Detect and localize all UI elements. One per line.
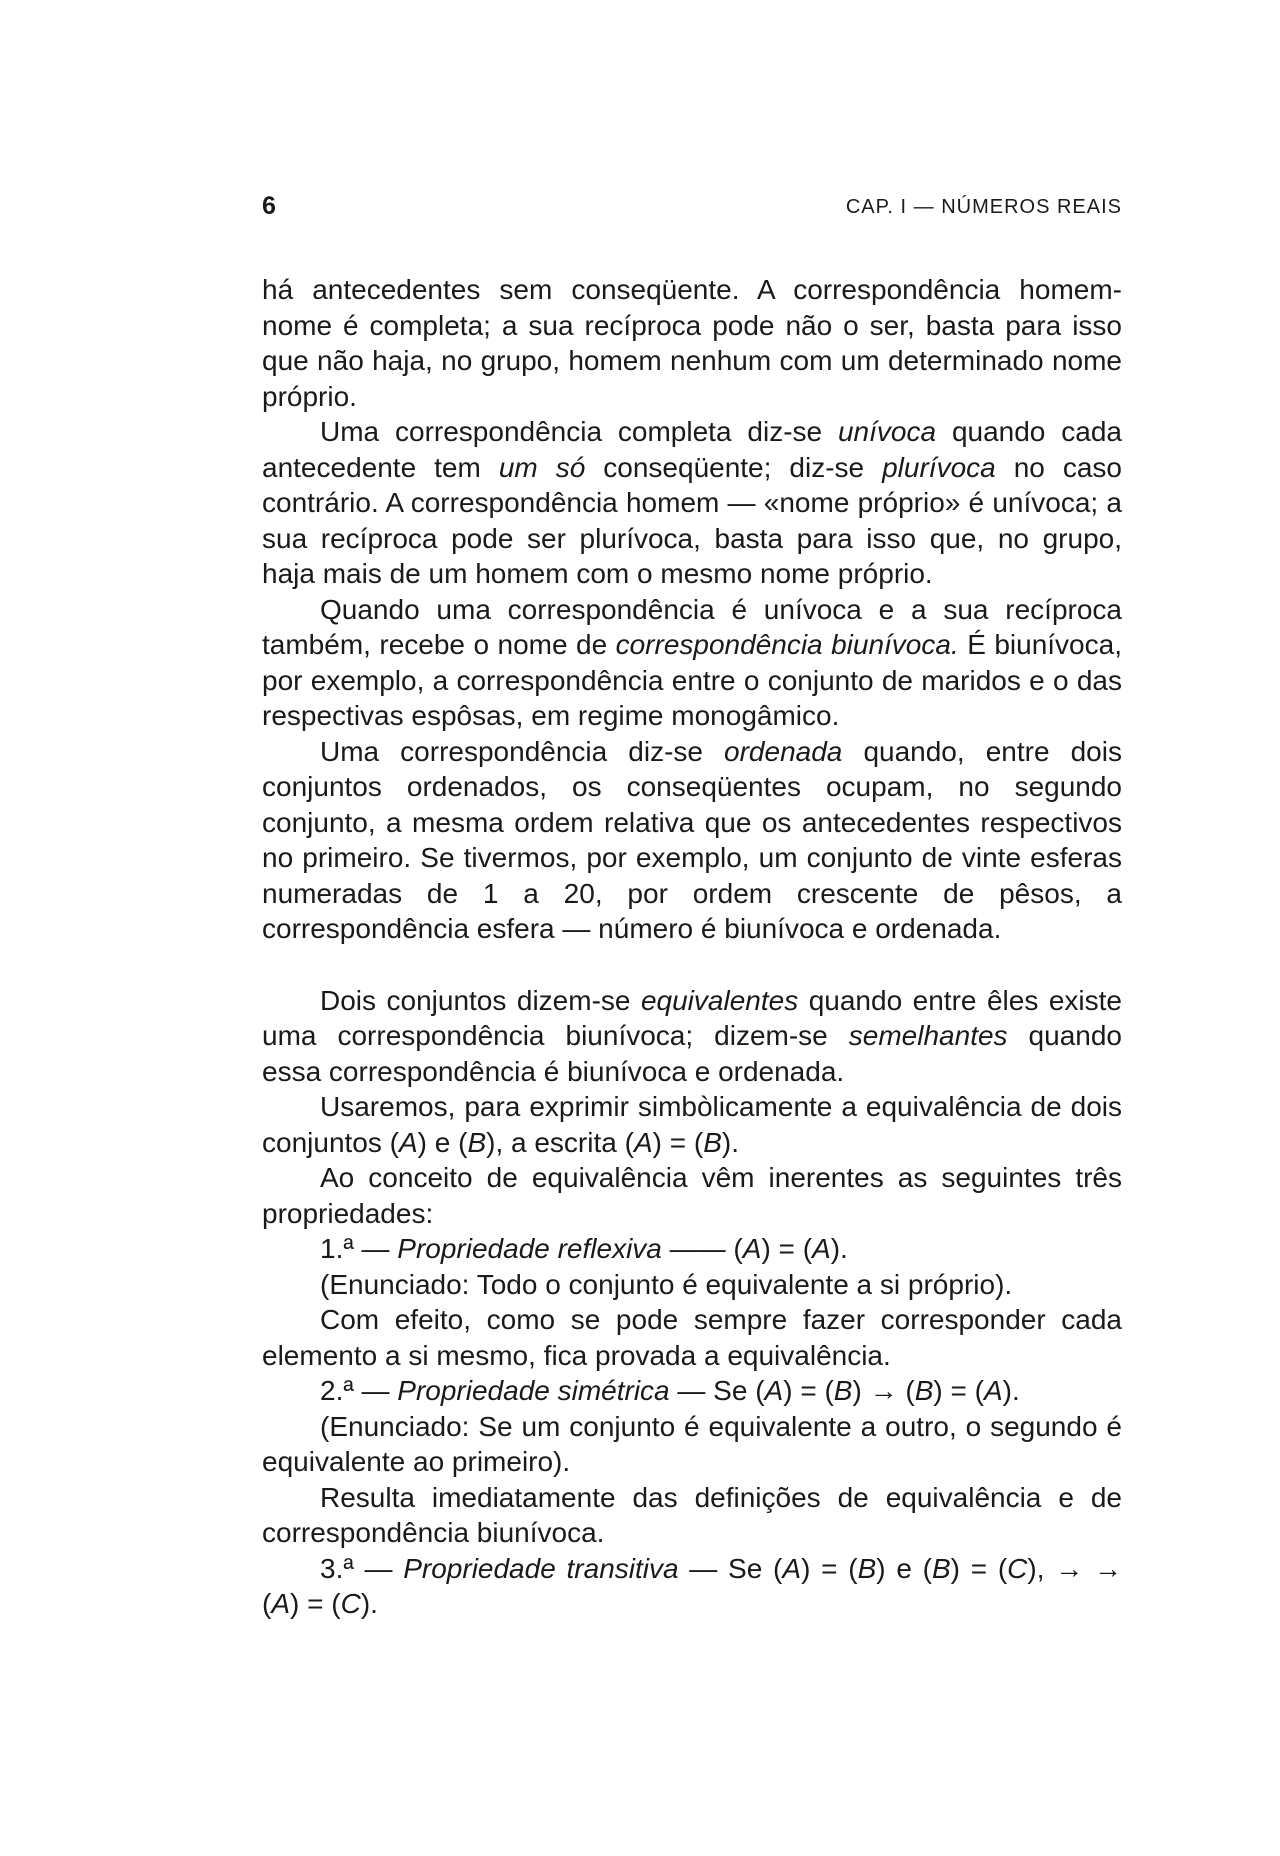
term-ordenada: ordenada [724, 735, 843, 767]
text-run: quando essa correspondência é biunívoca e ordenada. [262, 1020, 1122, 1087]
text-run: ). [360, 1588, 378, 1619]
text-run: — Se ( [669, 1375, 765, 1406]
text-run: ). [1002, 1375, 1020, 1406]
property-number: 2.ª — [320, 1375, 398, 1406]
paragraph-equivalentes-definition [262, 983, 1122, 1090]
math-variable: B [467, 1126, 487, 1158]
paragraph-text: Com efeito, como se pode sempre fazer corresponder cada elemento a si mesmo, fica provada a equivalência. [262, 1304, 1122, 1371]
paragraph-notation [262, 1089, 1122, 1160]
text-run: — Se ( [678, 1552, 783, 1584]
property-name: Propriedade reflexiva [397, 1233, 662, 1264]
paragraph-text: há antecedentes sem conseqüente. A correspondência homem-nome é completa; a sua recíproca pode não o ser, basta para isso que não haja, no grupo, homem nenhum com um determinado nome próprio. [262, 274, 1122, 412]
term-correspondencia-biunivoca: correspondência biunívoca. [615, 629, 959, 660]
page-number: 6 [262, 192, 276, 220]
math-variable: C [1007, 1552, 1028, 1584]
running-head: CAP. I — NÚMEROS REAIS [845, 196, 1122, 218]
math-variable: A [983, 1375, 1003, 1406]
text-run: ) = ( [801, 1552, 858, 1584]
math-variable: A [764, 1375, 784, 1406]
statement-symmetric [262, 1409, 1122, 1480]
text-run: ) e ( [417, 1126, 468, 1158]
math-variable: A [271, 1588, 291, 1619]
statement-reflexive [262, 1267, 1122, 1303]
text-run: Usaremos, para exprimir simbòlicamente a equivalência de dois conjuntos ( [262, 1091, 1122, 1158]
text-run: ) = ( [783, 1375, 834, 1406]
text-run: ) = ( [933, 1375, 984, 1406]
page-header [262, 192, 1122, 232]
math-variable: A [812, 1233, 831, 1264]
math-variable: B [703, 1126, 722, 1158]
text-run: conseqüente; diz-se [585, 451, 883, 483]
text-run: —— ( [661, 1233, 743, 1264]
paragraph-text: (Enunciado: Todo o conjunto é equivalente a si próprio). [320, 1268, 1013, 1300]
property-name: Propriedade transitiva [403, 1552, 679, 1584]
paragraph-text: (Enunciado: Se um conjunto é equivalente a outro, o segundo é equivalente ao primeiro). [262, 1410, 1122, 1477]
text-run: ) → ( [852, 1375, 915, 1406]
math-variable: B [833, 1375, 853, 1406]
math-variable: A [742, 1233, 762, 1264]
proof-symmetric [262, 1480, 1122, 1551]
term-univoca: unívoca [837, 416, 937, 447]
text-run: ) = ( [290, 1588, 341, 1619]
term-equivalentes: equivalentes [640, 984, 799, 1016]
text-run: Dois conjuntos dizem-se [320, 984, 641, 1016]
body-text [262, 272, 1122, 1622]
math-variable: A [398, 1126, 418, 1158]
text-run: Uma correspondência diz-se [320, 735, 725, 767]
math-variable: A [633, 1126, 653, 1158]
math-variable: B [931, 1552, 951, 1584]
paragraph-univoca-definition [262, 414, 1122, 592]
text-run: ). [721, 1126, 739, 1158]
proof-reflexive [262, 1302, 1122, 1373]
text-run: ). [830, 1233, 848, 1264]
text-run: Uma correspondência completa diz-se [320, 416, 838, 447]
paragraph-continuation [262, 272, 1122, 414]
text-run: ) = ( [761, 1233, 813, 1264]
term-plurivoca: plurívoca [882, 451, 996, 483]
math-variable: C [340, 1588, 361, 1619]
math-variable: A [782, 1552, 802, 1584]
property-number: 1.ª — [320, 1233, 398, 1264]
paragraph-biunivoca-definition [262, 592, 1122, 734]
property-name: Propriedade simétrica [397, 1375, 670, 1406]
text-run: ) = ( [652, 1126, 704, 1158]
text-run: ) = ( [950, 1552, 1008, 1584]
text-run: no caso contrário. A correspondência homem — «nome próprio» é unívoca; a sua recíproca pode ser plurívoca, basta para isso que, no grupo, haja mais de um homem com o mesmo nome próprio. [262, 451, 1122, 589]
property-reflexive [262, 1231, 1122, 1267]
paragraph-text: Ao conceito de equivalência vêm inerentes as seguintes três propriedades: [262, 1162, 1122, 1229]
term-semelhantes: semelhantes [848, 1020, 1008, 1051]
property-number: 3.ª — [320, 1552, 404, 1584]
math-variable: B [914, 1375, 934, 1406]
text-run: quando entre êles existe uma correspondência biunívoca; dizem-se [262, 984, 1122, 1051]
text-run: Quando uma correspondência é unívoca e a sua recíproca também, recebe o nome de [262, 593, 1122, 660]
math-variable: B [857, 1552, 877, 1584]
paragraph-ordenada-definition [262, 734, 1122, 947]
paragraph-text: Resulta imediatamente das definições de equivalência e de correspondência biunívoca. [262, 1481, 1122, 1548]
text-run: ), a escrita ( [486, 1126, 634, 1158]
text-run: quando, entre dois conjuntos ordenados, os conseqüentes ocupam, no segundo conjunto, a mesma ordem relativa que os antecedentes respectivos no primeiro. Se tivermos, por exemplo, um conjunto de vinte esferas numeradas de 1 a 20, por ordem crescente de pêsos, a correspondência esfera — número é biunívoca e ordenada. [262, 735, 1122, 944]
text-run: quando cada antecedente tem [262, 416, 1122, 483]
text-run: ) e ( [876, 1552, 932, 1584]
term-um-so: um só [498, 451, 586, 483]
text-run: ), → → ( [262, 1552, 1123, 1619]
property-transitive [262, 1551, 1122, 1622]
property-symmetric [262, 1373, 1122, 1409]
text-run: É biunívoca, por exemplo, a correspondência entre o conjunto de maridos e o das respectivas espôsas, em regime monogâmico. [262, 629, 1122, 731]
paragraph-properties-intro [262, 1160, 1122, 1231]
